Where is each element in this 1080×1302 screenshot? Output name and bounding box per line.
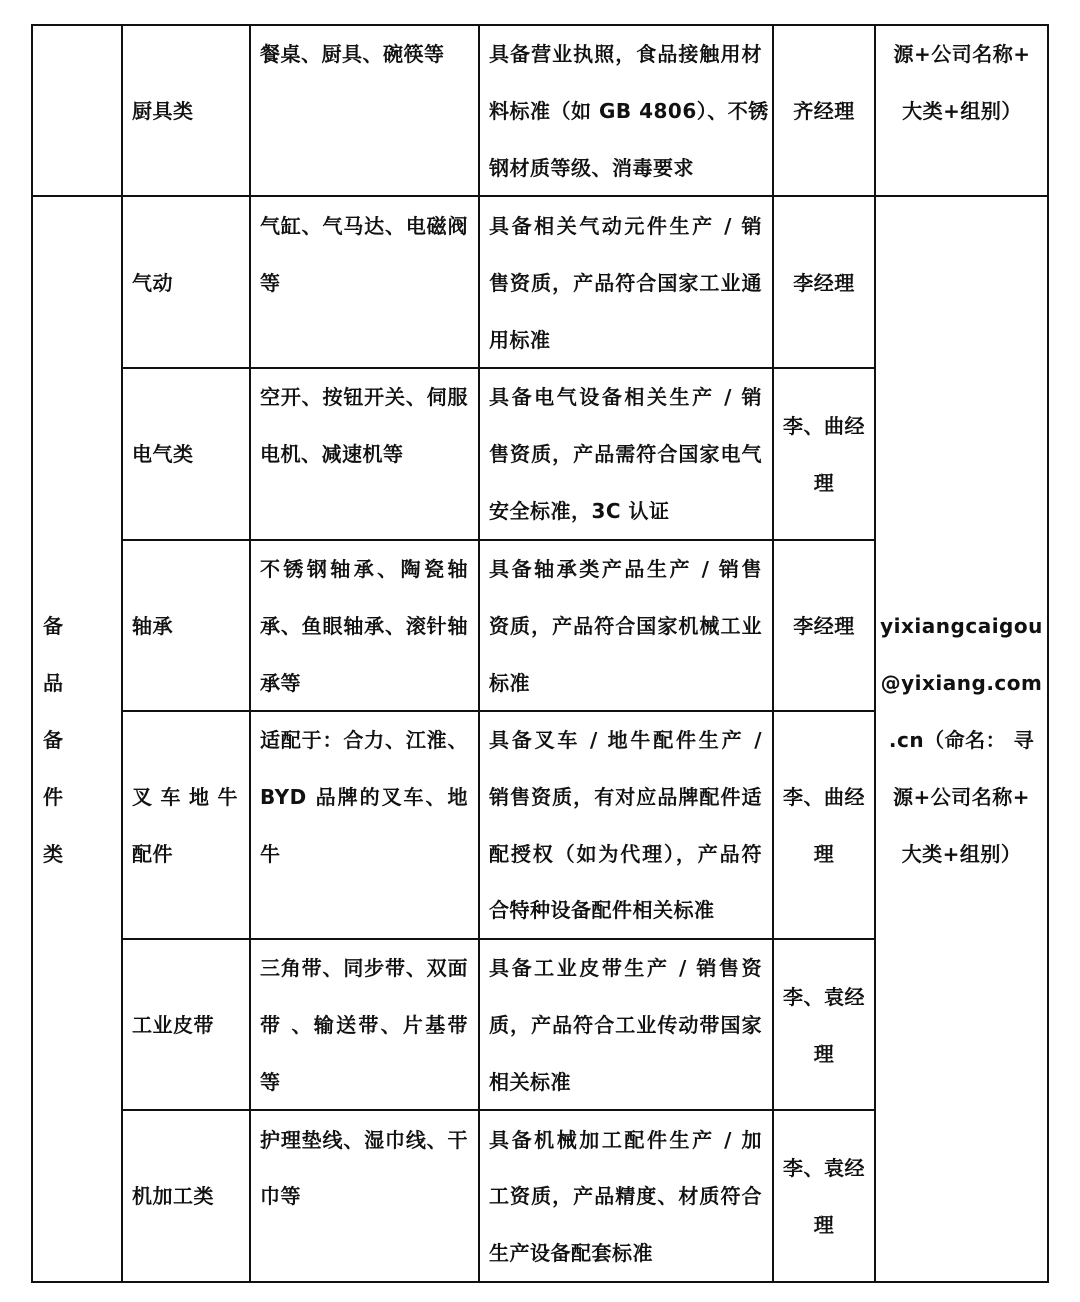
email-address-line[interactable]: @yixiang.com (880, 671, 1043, 695)
requirements-cell-line: 配授权（如为代理），产品符 (489, 842, 762, 866)
column-divider (249, 24, 251, 1283)
column-divider (478, 24, 480, 1283)
requirements-cell-line: 售资质，产品需符合国家电气 (489, 442, 762, 466)
requirements-cell-line: 具备相关气动元件生产 / 销 (489, 214, 762, 238)
category-cell: 厨具类 (132, 99, 194, 123)
items-cell-line: 承等 (260, 671, 301, 695)
manager-cell-line: 李、曲经 (783, 785, 865, 809)
group-label-char: 备 (43, 728, 64, 752)
requirements-cell-line: 具备叉车 / 地牛配件生产 / (489, 728, 762, 752)
requirements-cell-line: 生产设备配套标准 (489, 1241, 653, 1265)
requirements-cell-line: 相关标准 (489, 1070, 571, 1094)
items-cell-line: 不锈钢轴承、陶瓷轴 (260, 557, 468, 581)
group-label-char: 件 (43, 785, 64, 809)
items-cell-line: 空开、按钮开关、伺服 (260, 385, 468, 409)
items-cell-line: 餐桌、厨具、碗筷等 (260, 42, 445, 66)
email-naming-rule-line: 源+公司名称+ (892, 785, 1030, 809)
email-address-line[interactable]: yixiangcaigou (880, 614, 1043, 638)
table-row-kitchenware (32, 25, 1048, 196)
requirements-cell-line: 具备电气设备相关生产 / 销 (489, 385, 762, 409)
requirements-cell-line: 质，产品符合工业传动带国家 (489, 1013, 762, 1037)
email-naming-rule-line: 大类+组别） (901, 842, 1022, 866)
email-cell-line: 源+公司名称+ (893, 42, 1031, 66)
email-address-line[interactable]: .cn（命名： 寻 (888, 728, 1035, 752)
items-cell-line: 适配于：合力、江淮、 (260, 728, 468, 752)
manager-cell-line: 李、曲经 (783, 414, 865, 438)
category-cell: 气动 (132, 271, 173, 295)
manager-cell: 齐经理 (793, 99, 855, 123)
manager-cell-line: 理 (813, 842, 835, 866)
items-cell-line: BYD 品牌的叉车、地 (260, 785, 468, 809)
category-cell: 轴承 (132, 614, 173, 638)
items-cell-line: 承、鱼眼轴承、滚针轴 (260, 614, 468, 638)
requirements-cell-line: 具备营业执照，食品接触用材 (489, 42, 762, 66)
manager-cell: 李经理 (793, 614, 855, 638)
category-cell: 电气类 (132, 442, 194, 466)
group-label-char: 品 (43, 671, 64, 695)
requirements-cell-line: 用标准 (489, 328, 551, 352)
group-label-spare-parts (32, 197, 122, 1282)
manager-cell: 李经理 (793, 271, 855, 295)
manager-cell-line: 理 (813, 1042, 835, 1066)
items-cell-line: 牛 (260, 842, 281, 866)
requirements-cell-line: 售资质，产品符合国家工业通 (489, 271, 762, 295)
items-cell-line: 气缸、气马达、电磁阀 (260, 214, 468, 238)
requirements-cell-line: 资质，产品符合国家机械工业 (489, 614, 762, 638)
table-border-right (1047, 24, 1049, 1283)
requirements-cell-line: 工资质，产品精度、材质符合 (489, 1184, 762, 1208)
requirements-cell-line: 安全标准，3C 认证 (489, 499, 670, 523)
category-cell-line: 叉车地牛 (132, 785, 238, 809)
manager-cell-line: 李、袁经 (783, 985, 865, 1009)
column-divider (772, 24, 774, 1283)
requirements-cell-line: 具备工业皮带生产 / 销售资 (489, 956, 762, 980)
row-divider (122, 539, 876, 541)
requirements-cell-line: 销售资质，有对应品牌配件适 (489, 785, 762, 809)
manager-cell-line: 理 (813, 1213, 835, 1237)
email-cell-line: 大类+组别） (902, 99, 1022, 123)
group-email-cell (876, 197, 1047, 1282)
manager-cell-line: 理 (813, 471, 835, 495)
row-divider (122, 1109, 876, 1111)
category-cell: 工业皮带 (132, 1013, 214, 1037)
requirements-cell-line: 具备机械加工配件生产 / 加 (489, 1128, 762, 1152)
row-divider (122, 938, 876, 940)
group-label-char: 类 (43, 842, 64, 866)
items-cell-line: 等 (260, 271, 281, 295)
requirements-cell-line: 标准 (489, 671, 530, 695)
category-cell-line: 配件 (132, 842, 173, 866)
items-cell-line: 护理垫线、湿巾线、干 (260, 1128, 468, 1152)
items-cell-line: 带 、输送带、片基带 (260, 1013, 468, 1037)
group-label-char: 备 (43, 614, 64, 638)
items-cell-line: 等 (260, 1070, 281, 1094)
row-divider (122, 710, 876, 712)
requirements-cell-line: 料标准（如 GB 4806）、不锈 (489, 99, 769, 123)
manager-cell-line: 李、袁经 (783, 1156, 865, 1180)
items-cell-line: 巾等 (260, 1184, 301, 1208)
requirements-cell-line: 合特种设备配件相关标准 (489, 898, 715, 922)
requirements-cell-line: 具备轴承类产品生产 / 销售 (489, 557, 762, 581)
category-cell: 机加工类 (132, 1184, 214, 1208)
items-cell-line: 三角带、同步带、双面 (260, 956, 468, 980)
items-cell-line: 电机、减速机等 (260, 442, 404, 466)
row-divider (122, 367, 876, 369)
requirements-cell-line: 钢材质等级、消毒要求 (489, 156, 694, 180)
